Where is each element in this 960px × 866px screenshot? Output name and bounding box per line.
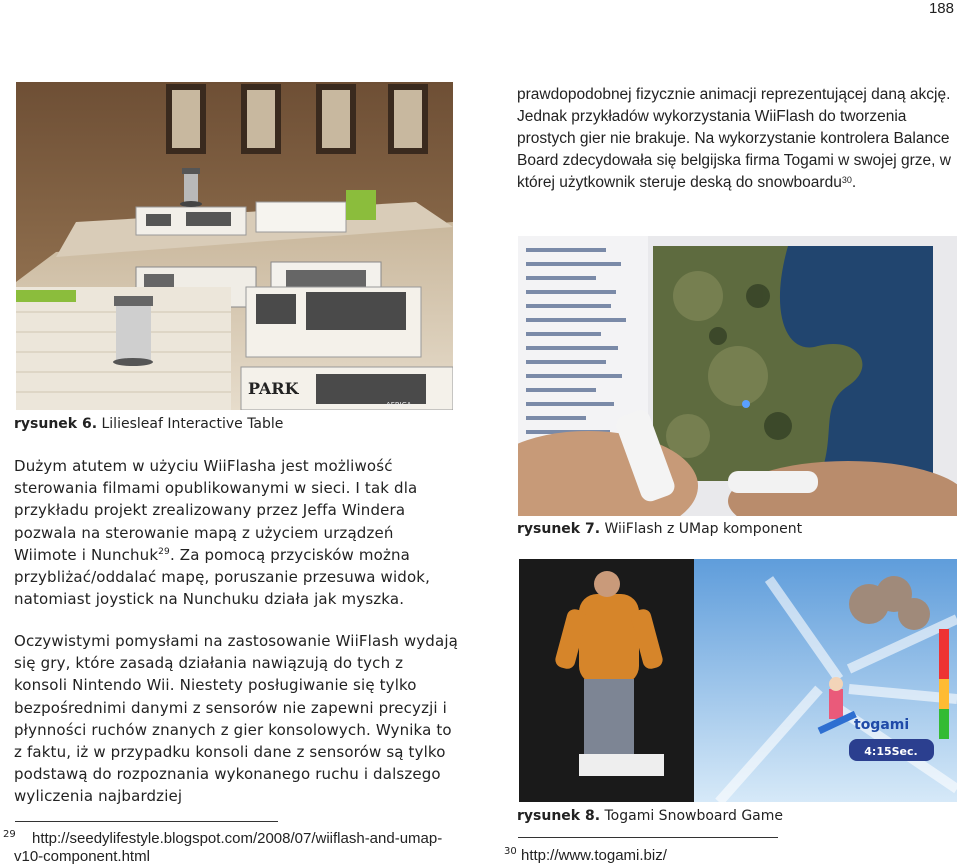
footnote-30-mark: 30: [504, 846, 517, 857]
footnote-ref-30: 30: [841, 175, 852, 185]
paragraph-webcontrol: [14, 455, 454, 610]
footnote-30-text: http://www.togami.biz/: [521, 847, 667, 864]
figure-8-label: rysunek 8.: [517, 808, 601, 824]
paragraph-games: [14, 630, 459, 808]
right-top-paragraph: [517, 84, 957, 194]
figure-8-caption-text: Togami Snowboard Game: [600, 808, 784, 824]
figure-6-sign-text: PARK: [248, 379, 299, 398]
paragraph-1-text-b: . Za pomocą przycisków można przybliżać/oddalać mapę, poruszanie przesuwa widok, natomiast joystick na Nunchuku działa jak myszka.: [14, 545, 431, 609]
footnote-rule-left: [15, 821, 278, 822]
paragraph-2-text: Oczywistymi pomysłami na zastosowanie WiiFlash wydają się gry, które zasadą działania nawiązują do tych z konsoli Nintendo Wii. Niestety posługiwanie się tylko bezpośrednimi danymi z sensorów nie zapewni precyzji i płynności ruchów znanych z gier konsolowych. Wynika to z faktu, iż w przypadku konsoli dane z sensorów są tylko podstawą do rozpoznania wykonanego ruchu i dalszego wyliczenia najbardziej: [14, 632, 458, 806]
right-top-tail: .: [851, 174, 857, 191]
footnote-rule-right: [518, 837, 778, 838]
figure-7-image: [518, 236, 957, 516]
figure-8-image: [519, 559, 957, 802]
game-logo: togami: [854, 717, 910, 733]
figure-6-caption: [14, 416, 283, 432]
figure-8-caption: [517, 808, 783, 824]
figure-7-label: rysunek 7.: [517, 521, 601, 537]
page-number: 188: [928, 0, 954, 17]
figure-6-caption-text: Liliesleaf Interactive Table: [97, 416, 284, 432]
paragraph-1-text-a: Dużym atutem w użyciu WiiFlasha jest możliwość sterowania filmami opublikowanymi w sieci. I tak dla przykładu projekt zrealizowany przez Jeffa Windera pozwala na sterowanie mapą z użyciem urządzeń Wiimote i Nunchuk: [14, 457, 418, 564]
footnote-29-mark: 29: [3, 829, 16, 840]
figure-6-image: [16, 82, 453, 410]
footnote-29-text: http://seedylifestyle.blogspot.com/2008/07/wiiflash-and-umap-v10-component.html: [14, 830, 443, 865]
figure-7-caption-text: WiiFlash z UMap komponent: [600, 521, 803, 537]
figure-7-caption: [517, 521, 802, 537]
right-top-text: prawdopodobnej fizycznie animacji reprezentującej daną akcję. Jednak przykładów wykorzystania WiiFlash do tworzenia prostych gier nie brakuje. Na wykorzystanie kontrolera Balance Board zdecydowała się belgijska firma Togami w swojej grze, w której użytkownik steruje deską do snowboardu: [517, 86, 951, 191]
figure-6-label: rysunek 6.: [14, 416, 98, 432]
figure-6-poster-text: AFRICA: [386, 401, 412, 409]
footnote-ref-29: 29: [158, 546, 170, 557]
game-timer: 4:15Sec.: [864, 745, 918, 758]
